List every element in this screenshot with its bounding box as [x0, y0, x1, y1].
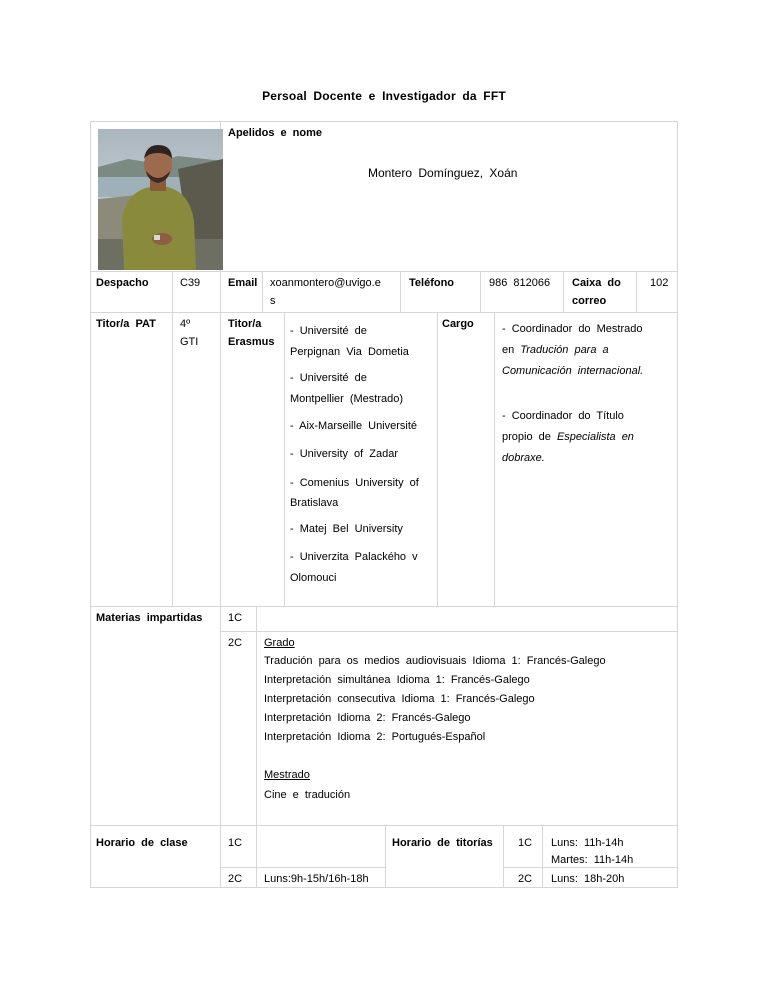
- office-label: Despacho: [96, 277, 149, 289]
- list-item: Cine e tradución: [264, 789, 351, 801]
- list-item: Tradución para os medios audiovisuais Idioma 1: Francés-Galego: [264, 655, 606, 667]
- tutoring-2c-value: Luns: 18h-20h: [551, 873, 625, 885]
- list-item: Comunicación internacional.: [502, 365, 644, 377]
- list-item: - Aix-Marseille Université: [290, 420, 418, 432]
- subjects-label: Materias impartidas: [96, 612, 203, 624]
- phone-label: Teléfono: [409, 277, 455, 289]
- list-item: Olomouci: [290, 572, 337, 584]
- pat-tutor-label: Titor/a PAT: [96, 318, 156, 330]
- class-term-1c: 1C: [228, 837, 243, 849]
- list-item: Interpretación simultánea Idioma 1: Francés-Galego: [264, 674, 530, 686]
- erasmus-tutor-label: Titor/a: [228, 318, 262, 330]
- grado-heading: Grado: [264, 637, 295, 649]
- pat-tutor-value-line2: GTI: [180, 336, 199, 348]
- email-value-line1[interactable]: xoanmontero@uvigo.e: [270, 277, 381, 289]
- subjects-term-2c: 2C: [228, 637, 243, 649]
- phone-value: 986 812066: [489, 277, 551, 289]
- list-item: propio de Especialista en: [502, 431, 634, 443]
- list-item: Perpignan Via Dometia: [290, 346, 409, 358]
- tutoring-term-1c: 1C: [518, 837, 533, 849]
- list-item: - Univerzita Palackého v: [290, 551, 418, 563]
- page-title: Persoal Docente e Investigador da FFT: [262, 89, 506, 103]
- class-term-2c: 2C: [228, 873, 243, 885]
- list-item: en Tradución para a: [502, 344, 609, 356]
- list-item: - Université de: [290, 325, 367, 337]
- office-value: C39: [180, 277, 201, 289]
- full-name: Montero Domínguez, Xoán: [368, 166, 518, 180]
- tutoring-schedule-label: Horario de titorías: [392, 837, 493, 849]
- mailbox-value: 102: [650, 277, 669, 289]
- list-item: Interpretación Idioma 2: Portugués-Español: [264, 731, 486, 743]
- erasmus-tutor-label-line2: Erasmus: [228, 336, 275, 348]
- list-item: Montpellier (Mestrado): [290, 393, 404, 405]
- list-item: - Matej Bel University: [290, 523, 403, 535]
- list-item: - Comenius University of: [290, 477, 419, 489]
- mailbox-label-line2: correo: [572, 295, 607, 307]
- list-item: Interpretación consecutiva Idioma 1: Francés-Galego: [264, 693, 535, 705]
- list-item: dobraxe.: [502, 452, 545, 464]
- mestrado-heading: Mestrado: [264, 769, 310, 781]
- list-item: - University of Zadar: [290, 448, 399, 460]
- tutoring-term-2c: 2C: [518, 873, 533, 885]
- list-item: - Coordinador do Mestrado: [502, 323, 643, 335]
- class-2c-value: Luns:9h-15h/16h-18h: [264, 873, 369, 885]
- subjects-term-1c: 1C: [228, 612, 243, 624]
- portrait-photo: [98, 129, 223, 270]
- tutoring-1c-line1: Luns: 11h-14h: [551, 837, 624, 849]
- mailbox-label: Caixa do: [572, 277, 621, 289]
- list-item: - Coordinador do Título: [502, 410, 624, 422]
- email-label: Email: [228, 277, 258, 289]
- list-item: - Université de: [290, 372, 367, 384]
- list-item: Interpretación Idioma 2: Francés-Galego: [264, 712, 471, 724]
- class-schedule-label: Horario de clase: [96, 837, 188, 849]
- pat-tutor-value-line1: 4º: [180, 318, 191, 330]
- cargo-label: Cargo: [442, 318, 474, 330]
- email-value-line2[interactable]: s: [270, 295, 276, 307]
- list-item: Bratislava: [290, 497, 339, 509]
- tutoring-1c-line2: Martes: 11h-14h: [551, 854, 634, 866]
- name-label: Apelidos e nome: [228, 127, 323, 139]
